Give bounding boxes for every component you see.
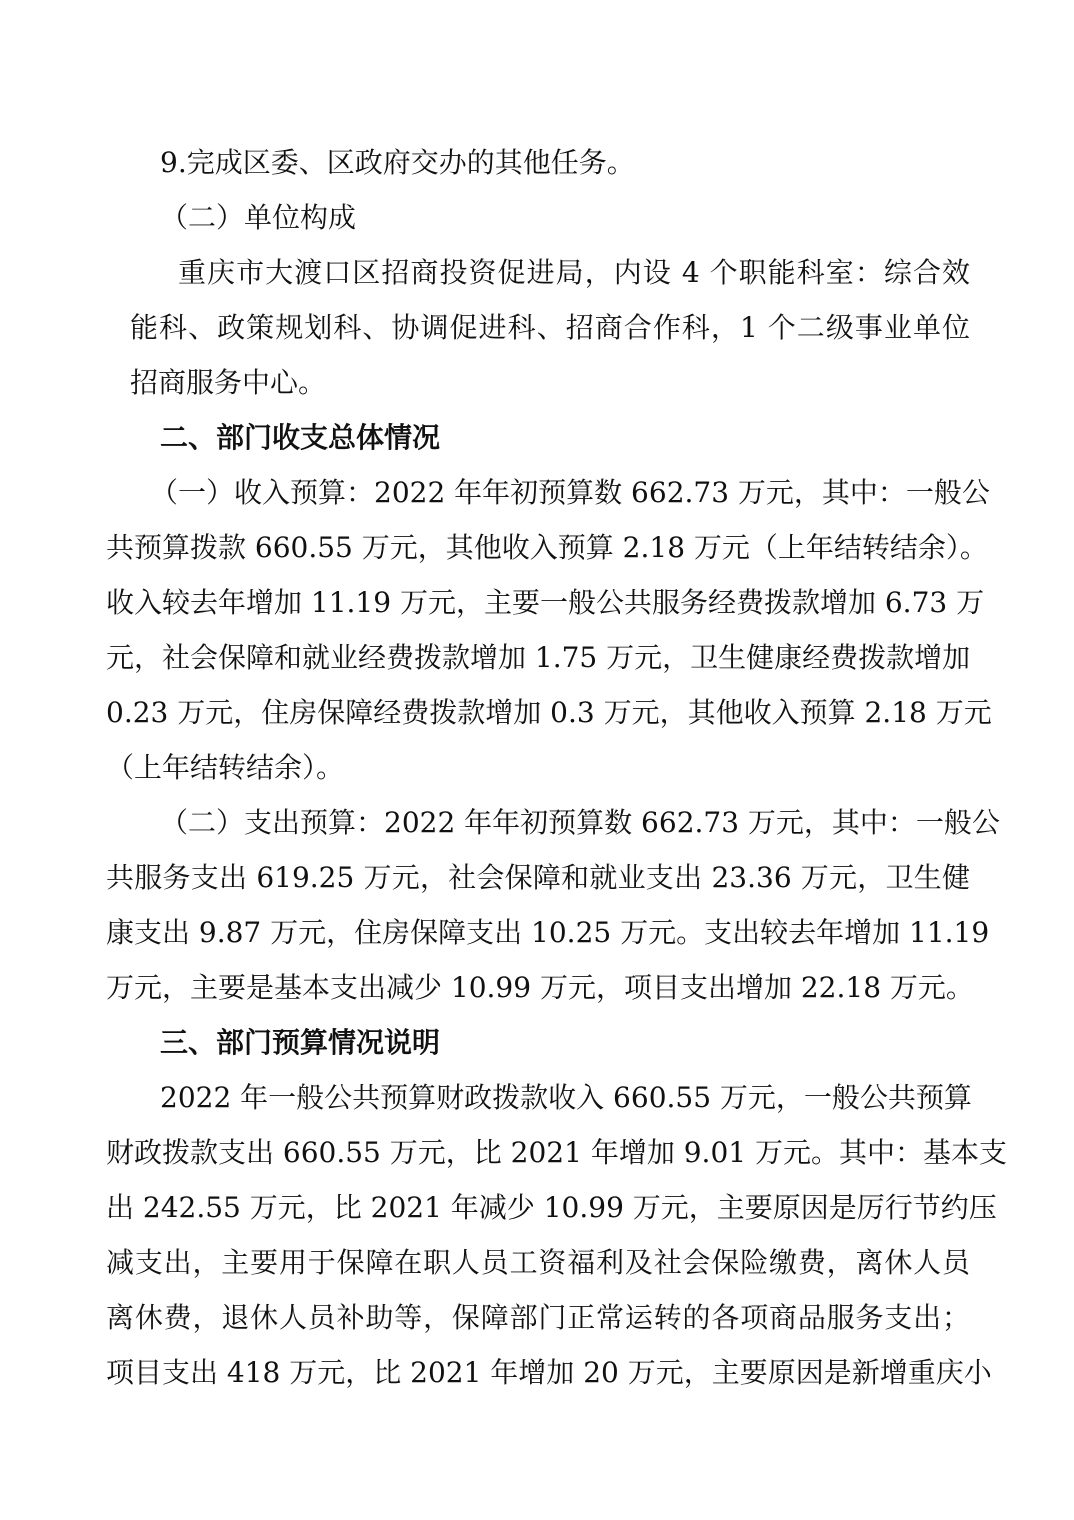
- paragraph-line: 减支出，主要用于保障在职人员工资福利及社会保险缴费，离休人员: [106, 1246, 970, 1279]
- paragraph-line: 出 242.55 万元，比 2021 年减少 10.99 万元，主要原因是厉行节约压: [106, 1191, 997, 1224]
- section-heading-2: 二、部门收支总体情况: [160, 421, 441, 454]
- paragraph-line: 财政拨款支出 660.55 万元，比 2021 年增加 9.01 万元。其中：基本支: [106, 1136, 1007, 1169]
- paragraph-line: 共预算拨款 660.55 万元，其他收入预算 2.18 万元（上年结转结余）。: [106, 531, 988, 564]
- paragraph-line: 项目支出 418 万元，比 2021 年增加 20 万元，主要原因是新增重庆小: [106, 1356, 992, 1389]
- paragraph-line: 康支出 9.87 万元，住房保障支出 10.25 万元。支出较去年增加 11.19: [106, 916, 990, 949]
- paragraph-line: 万元，主要是基本支出减少 10.99 万元，项目支出增加 22.18 万元。: [106, 971, 974, 1004]
- paragraph-line: 能科、政策规划科、协调促进科、招商合作科，1 个二级事业单位: [130, 311, 970, 344]
- section-heading-3: 三、部门预算情况说明: [160, 1026, 441, 1059]
- paragraph-line: 0.23 万元，住房保障经费拨款增加 0.3 万元，其他收入预算 2.18 万元: [106, 696, 992, 729]
- paragraph-line: 离休费，退休人员补助等，保障部门正常运转的各项商品服务支出；: [106, 1301, 970, 1334]
- task-item-9: 9.完成区委、区政府交办的其他任务。: [160, 146, 635, 179]
- paragraph-line: 元，社会保障和就业经费拨款增加 1.75 万元，卫生健康经费拨款增加: [106, 641, 971, 674]
- paragraph-line: （二）支出预算：2022 年年初预算数 662.73 万元，其中：一般公: [160, 806, 1000, 839]
- paragraph-line: 重庆市大渡口区招商投资促进局，内设 4 个职能科室：综合效: [178, 256, 970, 289]
- paragraph-line: 收入较去年增加 11.19 万元，主要一般公共服务经费拨款增加 6.73 万: [106, 586, 985, 619]
- paragraph-line: （一）收入预算：2022 年年初预算数 662.73 万元，其中：一般公: [150, 476, 990, 509]
- subsection-heading-unit-composition: （二）单位构成: [160, 201, 357, 234]
- paragraph-line: 共服务支出 619.25 万元，社会保障和就业支出 23.36 万元，卫生健: [106, 861, 970, 894]
- paragraph-line: （上年结转结余）。: [106, 751, 345, 784]
- paragraph-line: 招商服务中心。: [130, 366, 327, 399]
- paragraph-line: 2022 年一般公共预算财政拨款收入 660.55 万元，一般公共预算: [160, 1081, 972, 1114]
